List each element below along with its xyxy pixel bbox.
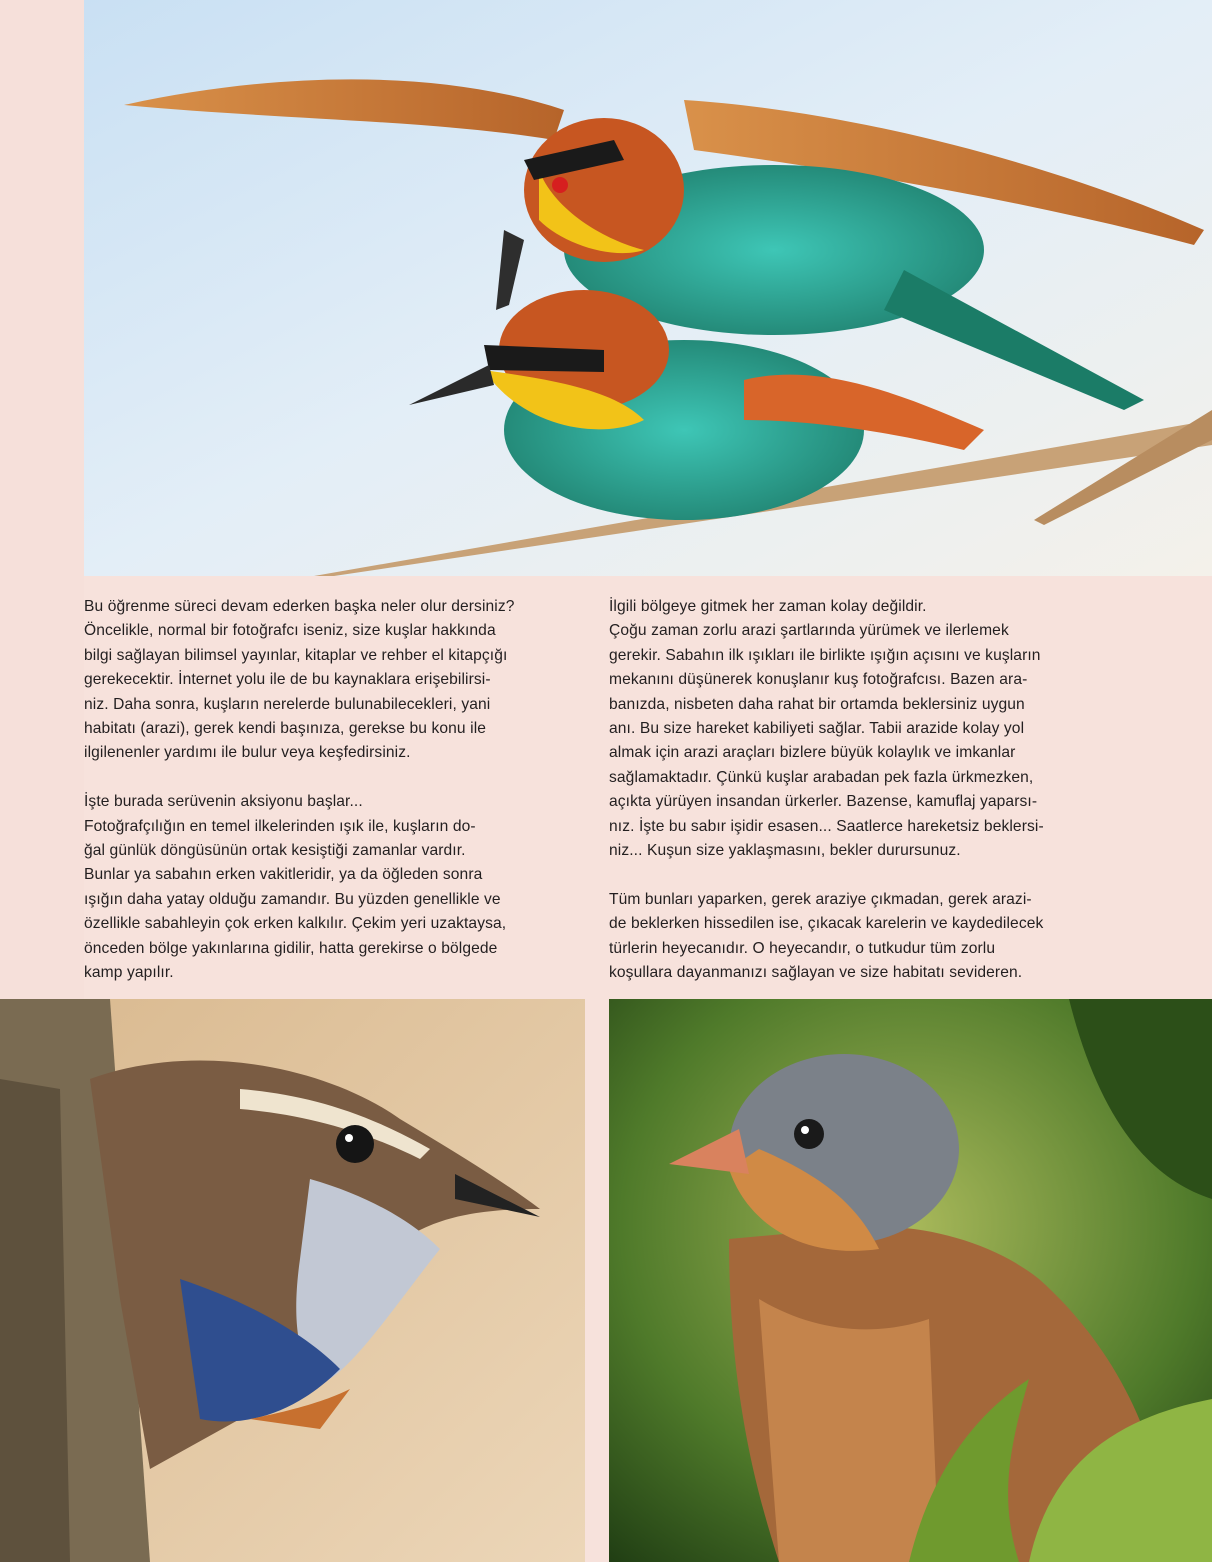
paragraph xyxy=(84,595,584,766)
text-column-left xyxy=(84,595,584,985)
bluethroat-photo xyxy=(0,999,585,1562)
text-line: anı. Bu size hareket kabiliyeti sağlar. Tabii arazide kolay yol xyxy=(609,720,1025,738)
text-line: de beklerken hissedilen ise, çıkacak karelerin ve kaydedilecek xyxy=(609,915,1044,933)
text-line: mekanını düşünerek konuşlanır kuş fotoğrafcısı. Bazen ara- xyxy=(609,671,1028,689)
text-line: önceden bölge yakınlarına gidilir, hatta gerekirse o bölgede xyxy=(84,939,498,957)
text-line: ğal günlük döngüsünün ortak kesiştiği zamanlar vardır. xyxy=(84,842,466,860)
text-line: ışığın daha yatay olduğu zamandır. Bu yüzden genellikle ve xyxy=(84,890,501,908)
text-line: koşullara dayanmanızı sağlayan ve size habitatı sevideren. xyxy=(609,964,1023,982)
text-line: kamp yapılır. xyxy=(84,964,174,982)
text-line: ilgilenenler yardımı ile bulur veya keşfedirsiniz. xyxy=(84,744,411,762)
text-line: Çoğu zaman zorlu arazi şartlarında yürümek ve ilerlemek xyxy=(609,622,1009,640)
text-line: Bunlar ya sabahın erken vakitleridir, ya da öğleden sonra xyxy=(84,866,483,884)
text-line: Bu öğrenme süreci devam ederken başka neler olur dersiniz? xyxy=(84,598,515,615)
paragraph xyxy=(84,790,584,985)
text-line: türlerin heyecanıdır. O heyecandır, o tutkudur tüm zorlu xyxy=(609,939,996,957)
text-line: bilgi sağlayan bilimsel yayınlar, kitaplar ve rehber el kitapçığı xyxy=(84,646,508,664)
text-line: İşte burada serüvenin aksiyonu başlar... xyxy=(84,793,363,811)
text-line: gerekecektir. İnternet yolu ile de bu kaynaklara erişebilirsi- xyxy=(84,671,491,689)
text-line: sağlamaktadır. Çünkü kuşlar arabadan pek fazla ürkmezken, xyxy=(609,768,1034,786)
text-line: özellikle sabahleyin çok erken kalkılır. Çekim yeri uzaktaysa, xyxy=(84,915,507,933)
text-line: Öncelikle, normal bir fotoğrafcı iseniz, size kuşlar hakkında xyxy=(84,622,496,640)
text-line: gerekir. Sabahın ilk ışıkları ile birlikte ışığın açısını ve kuşların xyxy=(609,646,1041,664)
text-column-right xyxy=(609,595,1114,985)
text-line: nız. İşte bu sabır işidir esasen... Saatlerce hareketsiz beklersi- xyxy=(609,817,1044,835)
paragraph xyxy=(609,595,1114,863)
paragraph xyxy=(609,888,1114,986)
text-line: almak için arazi araçları bizlere büyük kolaylık ve imkanlar xyxy=(609,744,1016,762)
text-line: niz... Kuşun size yaklaşmasını, bekler durursunuz. xyxy=(609,842,961,860)
page-margin xyxy=(0,0,84,999)
text-line: banızda, nisbeten daha rahat bir ortamda beklersiniz uygun xyxy=(609,695,1025,713)
bunting-photo xyxy=(609,999,1212,1562)
text-line: niz. Daha sonra, kuşların nerelerde bulunabilecekleri, yani xyxy=(84,695,491,713)
text-line: İlgili bölgeye gitmek her zaman kolay değildir. xyxy=(609,598,927,615)
text-line: Fotoğrafçılığın en temel ilkelerinden ışık ile, kuşların do- xyxy=(84,817,476,835)
bee-eaters-photo xyxy=(84,0,1212,576)
text-line: açıkta yürüyen insandan ürkerler. Bazense, kamuflaj yaparsı- xyxy=(609,793,1038,811)
text-line: habitatı (arazi), gerek kendi başınıza, gerekse bu konu ile xyxy=(84,720,487,738)
text-line: Tüm bunları yaparken, gerek araziye çıkmadan, gerek arazi- xyxy=(609,890,1032,908)
